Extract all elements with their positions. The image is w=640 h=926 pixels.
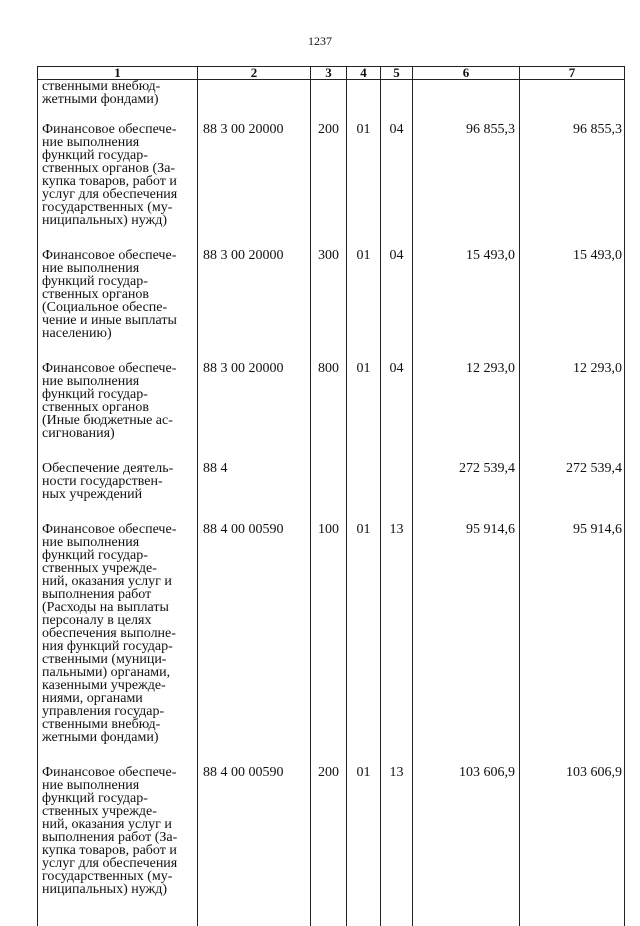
section-cell bbox=[347, 80, 381, 107]
description-line: ние выполнения bbox=[42, 135, 140, 150]
description-line: ния функций государ- bbox=[42, 639, 173, 654]
description-line: купка товаров, работ и bbox=[42, 843, 177, 858]
spacer-cell bbox=[38, 440, 198, 462]
spacer-cell bbox=[347, 227, 381, 249]
section-cell bbox=[347, 462, 381, 501]
budget-code-cell: 88 4 bbox=[198, 462, 311, 501]
description-line: ственных учрежде- bbox=[42, 561, 157, 576]
spacer-cell bbox=[381, 744, 413, 766]
description-line: ниями, органами bbox=[42, 691, 143, 706]
description-line: жетными фондами) bbox=[42, 730, 159, 745]
spacer-cell bbox=[413, 340, 520, 362]
spacer-cell bbox=[413, 106, 520, 123]
description-line: услуг для обеспечения bbox=[42, 856, 178, 871]
spacer-cell bbox=[520, 440, 625, 462]
section-cell: 01 bbox=[347, 249, 381, 340]
expense-type-cell: 800 bbox=[311, 362, 347, 440]
expense-type-cell bbox=[311, 80, 347, 107]
description-line: функций государ- bbox=[42, 548, 148, 563]
expense-type-cell: 100 bbox=[311, 523, 347, 744]
section-cell: 01 bbox=[347, 766, 381, 896]
description-line: пальными) органами, bbox=[42, 665, 171, 680]
description-line: ственными внебюд- bbox=[42, 717, 161, 732]
subsection-cell bbox=[381, 80, 413, 107]
spacer-cell bbox=[347, 440, 381, 462]
budget-code-cell: 88 3 00 20000 bbox=[198, 123, 311, 227]
description-line: ние выполнения bbox=[42, 778, 140, 793]
page-number: 1237 bbox=[308, 34, 332, 48]
description-line: выполнения работ (За- bbox=[42, 830, 178, 845]
description-line: ние выполнения bbox=[42, 535, 140, 550]
description-cell bbox=[38, 523, 198, 744]
table-row bbox=[38, 766, 625, 896]
spacer-cell bbox=[198, 501, 311, 523]
section-cell: 01 bbox=[347, 523, 381, 744]
description-line: ниципальных) нужд) bbox=[42, 882, 167, 897]
description-line: ственных учрежде- bbox=[42, 804, 157, 819]
description-line: функций государ- bbox=[42, 148, 148, 163]
amount-cell: 95 914,6 bbox=[520, 523, 625, 744]
spacer-cell bbox=[381, 340, 413, 362]
spacer-cell bbox=[413, 440, 520, 462]
spacer-cell bbox=[520, 744, 625, 766]
description-line: чение и иные выплаты bbox=[42, 313, 177, 328]
spacer-cell bbox=[347, 501, 381, 523]
description-line: государственных (му- bbox=[42, 200, 173, 215]
description-line: купка товаров, работ и bbox=[42, 174, 177, 189]
spacer-cell bbox=[311, 106, 347, 123]
spacer-cell bbox=[381, 501, 413, 523]
spacer-cell bbox=[413, 896, 520, 926]
description-line: жетными фондами) bbox=[42, 92, 159, 107]
budget-code-cell: 88 4 00 00590 bbox=[198, 766, 311, 896]
expense-type-cell: 200 bbox=[311, 766, 347, 896]
spacer-cell bbox=[38, 340, 198, 362]
row-spacer bbox=[38, 744, 625, 766]
description-cell bbox=[38, 123, 198, 227]
description-line: функций государ- bbox=[42, 791, 148, 806]
spacer-cell bbox=[381, 106, 413, 123]
column-header: 3 bbox=[311, 67, 347, 80]
row-spacer bbox=[38, 896, 625, 926]
amount-cell bbox=[520, 80, 625, 107]
amount-cell: 15 493,0 bbox=[520, 249, 625, 340]
row-spacer bbox=[38, 227, 625, 249]
spacer-cell bbox=[198, 106, 311, 123]
spacer-cell bbox=[198, 340, 311, 362]
spacer-cell bbox=[347, 896, 381, 926]
spacer-cell bbox=[347, 340, 381, 362]
description-line: ниципальных) нужд) bbox=[42, 213, 167, 228]
description-line: ных учреждений bbox=[42, 487, 143, 502]
spacer-cell bbox=[38, 227, 198, 249]
amount-cell: 96 855,3 bbox=[413, 123, 520, 227]
description-line: ние выполнения bbox=[42, 261, 140, 276]
spacer-cell bbox=[520, 106, 625, 123]
table-row bbox=[38, 80, 625, 107]
amount-cell: 103 606,9 bbox=[520, 766, 625, 896]
section-cell: 01 bbox=[347, 123, 381, 227]
description-cell bbox=[38, 462, 198, 501]
description-line: выполнения работ bbox=[42, 587, 152, 602]
description-line: Финансовое обеспече- bbox=[42, 122, 177, 137]
description-line: ственных органов bbox=[42, 287, 150, 302]
amount-cell: 272 539,4 bbox=[520, 462, 625, 501]
table-row bbox=[38, 249, 625, 340]
spacer-cell bbox=[38, 501, 198, 523]
spacer-cell bbox=[520, 227, 625, 249]
spacer-cell bbox=[413, 744, 520, 766]
row-spacer bbox=[38, 440, 625, 462]
spacer-cell bbox=[198, 896, 311, 926]
description-line: Финансовое обеспече- bbox=[42, 248, 177, 263]
subsection-cell: 13 bbox=[381, 523, 413, 744]
column-header: 2 bbox=[198, 67, 311, 80]
description-line: ний, оказания услуг и bbox=[42, 574, 172, 589]
spacer-cell bbox=[520, 501, 625, 523]
description-line: Финансовое обеспече- bbox=[42, 522, 177, 537]
spacer-cell bbox=[38, 106, 198, 123]
spacer-cell bbox=[381, 896, 413, 926]
subsection-cell: 13 bbox=[381, 766, 413, 896]
spacer-cell bbox=[311, 501, 347, 523]
spacer-cell bbox=[413, 501, 520, 523]
budget-code-cell: 88 3 00 20000 bbox=[198, 362, 311, 440]
column-header: 7 bbox=[520, 67, 625, 80]
budget-code-cell: 88 3 00 20000 bbox=[198, 249, 311, 340]
spacer-cell bbox=[311, 227, 347, 249]
row-spacer bbox=[38, 106, 625, 123]
description-line: управления государ- bbox=[42, 704, 165, 719]
description-line: функций государ- bbox=[42, 387, 148, 402]
spacer-cell bbox=[311, 440, 347, 462]
spacer-cell bbox=[198, 440, 311, 462]
description-cell bbox=[38, 80, 198, 107]
budget-code-cell bbox=[198, 80, 311, 107]
description-line: (Социальное обеспе- bbox=[42, 300, 168, 315]
spacer-cell bbox=[520, 340, 625, 362]
spacer-cell bbox=[198, 227, 311, 249]
spacer-cell bbox=[520, 896, 625, 926]
table-header-row bbox=[38, 67, 625, 80]
column-header: 1 bbox=[38, 67, 198, 80]
description-cell bbox=[38, 766, 198, 896]
expense-type-cell: 200 bbox=[311, 123, 347, 227]
amount-cell bbox=[413, 80, 520, 107]
expense-type-cell: 300 bbox=[311, 249, 347, 340]
expense-type-cell bbox=[311, 462, 347, 501]
description-line: услуг для обеспечения bbox=[42, 187, 178, 202]
spacer-cell bbox=[38, 896, 198, 926]
description-line: казенными учрежде- bbox=[42, 678, 166, 693]
description-line: Финансовое обеспече- bbox=[42, 361, 177, 376]
spacer-cell bbox=[347, 106, 381, 123]
spacer-cell bbox=[413, 227, 520, 249]
amount-cell: 15 493,0 bbox=[413, 249, 520, 340]
description-line: ственными внебюд- bbox=[42, 79, 161, 94]
budget-code-cell: 88 4 00 00590 bbox=[198, 523, 311, 744]
table-row bbox=[38, 362, 625, 440]
subsection-cell: 04 bbox=[381, 362, 413, 440]
table-row bbox=[38, 123, 625, 227]
column-header: 4 bbox=[347, 67, 381, 80]
description-line: Финансовое обеспече- bbox=[42, 765, 177, 780]
subsection-cell: 04 bbox=[381, 123, 413, 227]
description-line: ний, оказания услуг и bbox=[42, 817, 172, 832]
spacer-cell bbox=[311, 744, 347, 766]
amount-cell: 96 855,3 bbox=[520, 123, 625, 227]
description-line: (Иные бюджетные ас- bbox=[42, 413, 173, 428]
description-line: сигнования) bbox=[42, 426, 115, 441]
column-header: 5 bbox=[381, 67, 413, 80]
section-cell: 01 bbox=[347, 362, 381, 440]
spacer-cell bbox=[381, 440, 413, 462]
amount-cell: 12 293,0 bbox=[413, 362, 520, 440]
description-cell bbox=[38, 249, 198, 340]
spacer-cell bbox=[311, 340, 347, 362]
description-line: (Расходы на выплаты bbox=[42, 600, 169, 615]
description-line: обеспечения выполне- bbox=[42, 626, 176, 641]
description-line: ственными (муници- bbox=[42, 652, 167, 667]
spacer-cell bbox=[381, 227, 413, 249]
description-line: функций государ- bbox=[42, 274, 148, 289]
subsection-cell bbox=[381, 462, 413, 501]
spacer-cell bbox=[198, 744, 311, 766]
spacer-cell bbox=[311, 896, 347, 926]
description-line: государственных (му- bbox=[42, 869, 173, 884]
description-line: Обеспечение деятель- bbox=[42, 461, 174, 476]
subsection-cell: 04 bbox=[381, 249, 413, 340]
amount-cell: 103 606,9 bbox=[413, 766, 520, 896]
description-line: персоналу в целях bbox=[42, 613, 152, 628]
table-row bbox=[38, 523, 625, 744]
spacer-cell bbox=[38, 744, 198, 766]
row-spacer bbox=[38, 501, 625, 523]
description-line: ности государствен- bbox=[42, 474, 163, 489]
row-spacer bbox=[38, 340, 625, 362]
budget-table bbox=[37, 66, 625, 926]
description-line: населению) bbox=[42, 326, 112, 341]
table-row bbox=[38, 462, 625, 501]
amount-cell: 272 539,4 bbox=[413, 462, 520, 501]
column-header: 6 bbox=[413, 67, 520, 80]
spacer-cell bbox=[347, 744, 381, 766]
amount-cell: 95 914,6 bbox=[413, 523, 520, 744]
amount-cell: 12 293,0 bbox=[520, 362, 625, 440]
description-cell bbox=[38, 362, 198, 440]
description-line: ние выполнения bbox=[42, 374, 140, 389]
description-line: ственных органов bbox=[42, 400, 150, 415]
description-line: ственных органов (За- bbox=[42, 161, 176, 176]
